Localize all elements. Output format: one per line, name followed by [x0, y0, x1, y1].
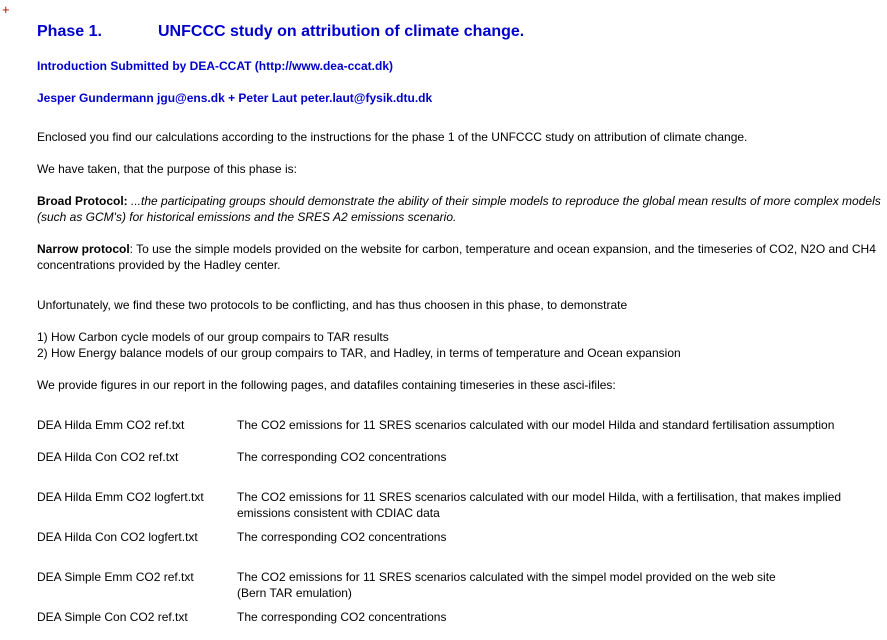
authors-line: Jesper Gundermann jgu@ens.dk + Peter Laut peter.laut@fysik.dtu.dk: [37, 91, 433, 105]
file-name: DEA Hilda Con CO2 ref.txt: [37, 450, 179, 464]
file-name: DEA Hilda Emm CO2 logfert.txt: [37, 490, 204, 504]
file-description: The corresponding CO2 concentrations: [237, 610, 447, 624]
page-title: UNFCCC study on attribution of climate change.: [158, 23, 525, 40]
broad-protocol-text: ...the participating groups should demonstrate the ability of their simple models to reproduce the global mean results of more complex models (such as GCM's) for historical emissions and the SRES A2 emissions scenario.: [37, 194, 881, 224]
file-description: The corresponding CO2 concentrations: [237, 530, 447, 544]
file-description: The CO2 emissions for 11 SRES scenarios calculated with our model Hilda, with a fertilisation, that makes implied emissions consistent with CDIAC data: [237, 490, 842, 520]
narrow-protocol-label: Narrow protocol: [37, 242, 130, 256]
file-name: DEA Simple Con CO2 ref.txt: [37, 610, 188, 624]
purpose-paragraph: We have taken, that the purpose of this phase is:: [37, 162, 297, 176]
intro-line: Introduction Submitted by DEA-CCAT (http://www.dea-ccat.dk): [37, 59, 393, 73]
file-description: The CO2 emissions for 11 SRES scenarios calculated with the simpel model provided on the web site (Bern TAR emulation): [237, 570, 776, 600]
file-name: DEA Simple Emm CO2 ref.txt: [37, 570, 194, 584]
file-description: The corresponding CO2 concentrations: [237, 450, 447, 464]
broad-protocol-label: Broad Protocol:: [37, 194, 128, 208]
narrow-protocol: [37, 241, 882, 273]
file-name: DEA Hilda Emm CO2 ref.txt: [37, 418, 185, 432]
plus-marker: +: [2, 2, 10, 17]
phase-label: Phase 1.: [37, 23, 102, 40]
broad-protocol: [37, 193, 882, 225]
list-item-1: 1) How Carbon cycle models of our group compairs to TAR results: [37, 330, 389, 344]
file-name: DEA Hilda Con CO2 logfert.txt: [37, 530, 198, 544]
file-description: The CO2 emissions for 11 SRES scenarios calculated with our model Hilda and standard fertilisation assumption: [237, 418, 835, 432]
files-intro: We provide figures in our report in the following pages, and datafiles containing timeseries in these asci-ifiles:: [37, 378, 616, 392]
conflict-paragraph: Unfortunately, we find these two protocols to be conflicting, and has thus choosen in this phase, to demonstrate: [37, 298, 628, 312]
intro-paragraph: Enclosed you find our calculations according to the instructions for the phase 1 of the UNFCCC study on attribution of climate change.: [37, 130, 748, 144]
list-item-2: 2) How Energy balance models of our group compairs to TAR, and Hadley, in terms of temperature and Ocean expansion: [37, 346, 681, 360]
narrow-protocol-text: : To use the simple models provided on the website for carbon, temperature and ocean expansion, and the timeseries of CO2, N2O and CH4 concentrations provided by the Hadley center.: [37, 242, 876, 272]
